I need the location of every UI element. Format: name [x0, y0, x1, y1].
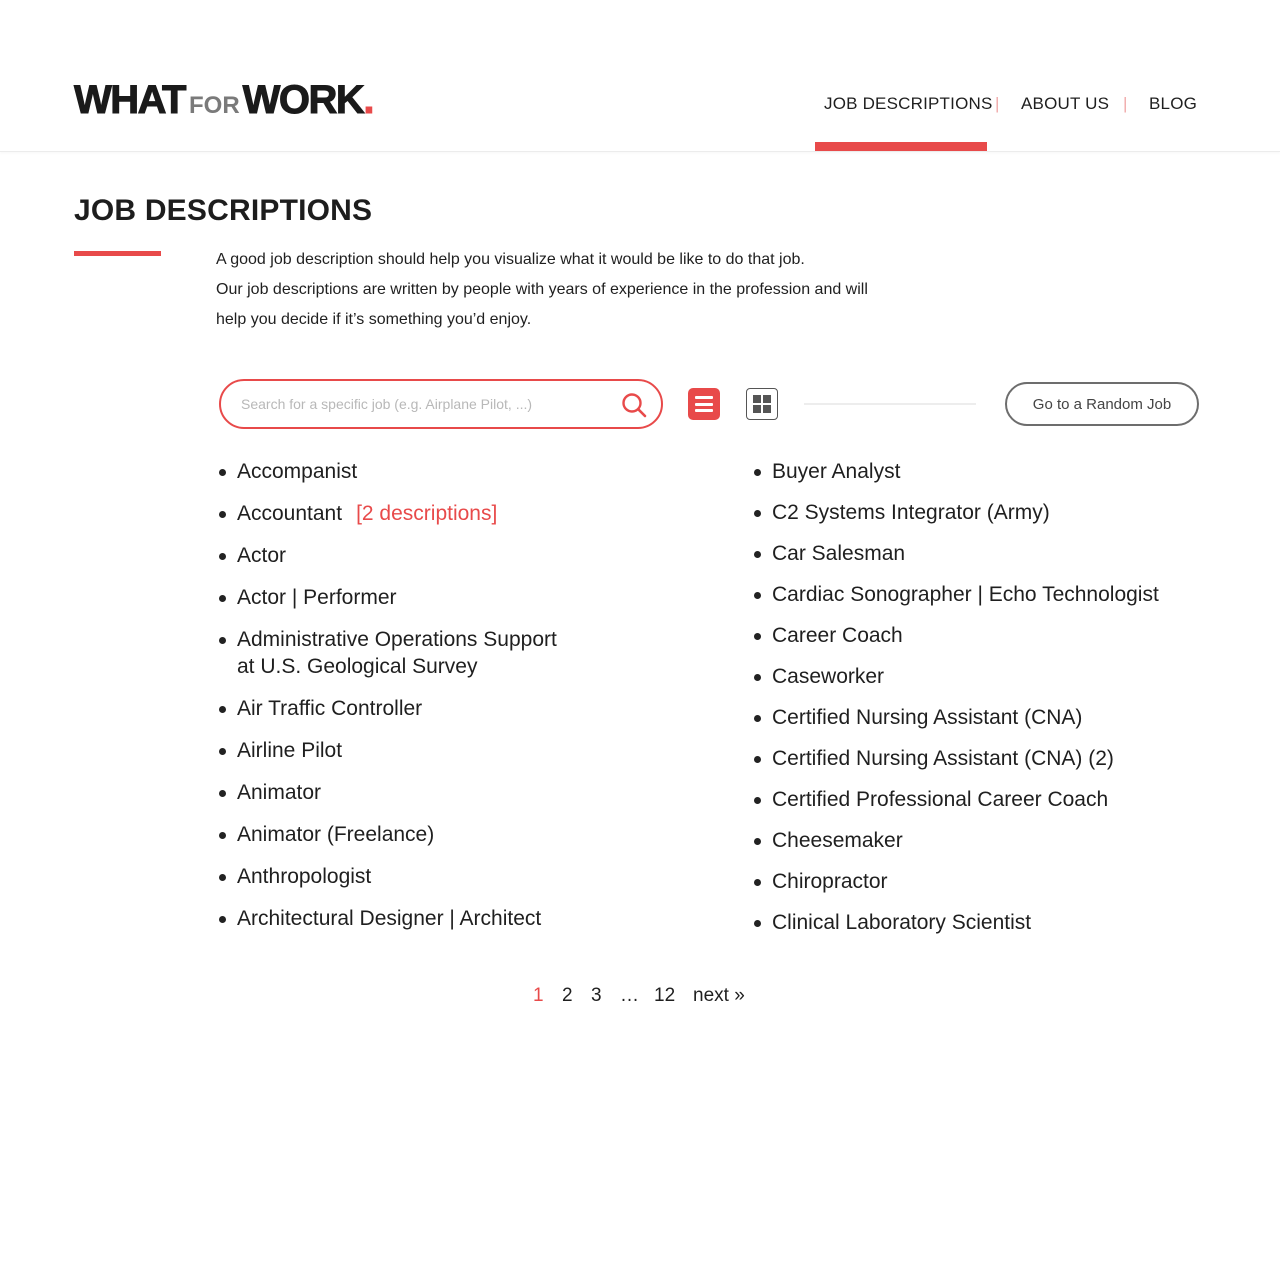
nav-active-indicator	[815, 142, 987, 151]
bullet	[219, 916, 226, 923]
bullet	[754, 797, 761, 804]
job-link[interactable]: Airline Pilot	[237, 739, 343, 762]
job-list-item	[772, 745, 1114, 772]
job-list-item	[772, 827, 903, 854]
list-icon-bar	[695, 403, 713, 406]
job-list-item	[237, 695, 422, 722]
next-page-link[interactable]: next »	[693, 985, 745, 1006]
job-link[interactable]: Air Traffic Controller	[237, 697, 423, 720]
job-link[interactable]: Actor | Performer	[237, 586, 397, 609]
logo-work: WORK	[242, 78, 364, 122]
job-link[interactable]: C2 Systems Integrator (Army)	[772, 501, 1050, 524]
nav-separator: |	[995, 94, 1000, 113]
job-list-item	[237, 821, 434, 848]
bullet	[219, 790, 226, 797]
job-list-item	[237, 905, 541, 932]
job-list-item	[237, 863, 371, 890]
bullet	[754, 920, 761, 927]
job-link[interactable]: Caseworker	[772, 665, 885, 688]
main-nav	[0, 94, 1280, 124]
job-link[interactable]: Administrative Operations Support	[237, 628, 557, 651]
job-link[interactable]: Accountant	[237, 502, 343, 525]
logo-for: FOR	[189, 92, 240, 119]
job-list-item-continued	[237, 653, 477, 680]
job-list-item	[237, 542, 286, 569]
job-list-item	[237, 584, 397, 611]
page-title: JOB DESCRIPTIONS	[74, 194, 373, 227]
intro-line: help you decide if it’s something you’d enjoy.	[216, 311, 532, 328]
job-link[interactable]: Accompanist	[237, 460, 358, 483]
bullet	[219, 748, 226, 755]
intro-text	[216, 245, 956, 335]
bullet	[754, 551, 761, 558]
title-underline	[74, 251, 161, 256]
search-icon[interactable]	[621, 392, 647, 418]
job-link[interactable]: Certified Nursing Assistant (CNA)	[772, 706, 1083, 729]
job-list-item	[772, 663, 884, 690]
bullet	[219, 637, 226, 644]
job-link[interactable]: Anthropologist	[237, 865, 372, 888]
job-list-item	[237, 779, 321, 806]
logo-what: WHAT	[74, 78, 185, 122]
bullet	[754, 674, 761, 681]
page-link-current[interactable]: 1	[533, 985, 544, 1006]
bullet	[754, 592, 761, 599]
job-link[interactable]: Buyer Analyst	[772, 460, 901, 483]
job-link[interactable]: Cardiac Sonographer | Echo Technologist	[772, 583, 1159, 606]
job-list-item	[772, 909, 1031, 936]
job-list-item	[237, 626, 557, 653]
logo-dot: .	[363, 78, 375, 122]
job-link[interactable]: Certified Nursing Assistant (CNA) (2)	[772, 747, 1114, 770]
grid-icon-cell	[763, 395, 771, 403]
job-link[interactable]: Clinical Laboratory Scientist	[772, 911, 1032, 934]
bullet	[754, 633, 761, 640]
bullet	[219, 706, 226, 713]
bullet	[754, 838, 761, 845]
job-link[interactable]: Certified Professional Career Coach	[772, 788, 1109, 811]
job-list-item	[772, 622, 903, 649]
page-ellipsis: …	[620, 985, 639, 1006]
bullet	[219, 553, 226, 560]
bullet	[219, 469, 226, 476]
job-list-item	[772, 581, 1159, 608]
page-link[interactable]: 12	[654, 985, 676, 1006]
random-job-button[interactable]: Go to a Random Job	[1005, 382, 1199, 426]
page-link[interactable]: 3	[591, 985, 602, 1006]
bullet	[754, 756, 761, 763]
intro-line: A good job description should help you visualize what it would be like to do that job.	[216, 251, 805, 268]
job-list-item	[772, 868, 888, 895]
bullet	[754, 510, 761, 517]
bullet	[754, 879, 761, 886]
job-link-line2[interactable]: at U.S. Geological Survey	[237, 655, 478, 678]
list-view-button[interactable]	[688, 388, 720, 420]
grid-icon-cell	[763, 405, 771, 413]
job-list-item	[772, 499, 1050, 526]
page-link[interactable]: 2	[562, 985, 573, 1006]
job-list-item	[772, 458, 900, 485]
job-link[interactable]: Career Coach	[772, 624, 903, 647]
job-link[interactable]: Architectural Designer | Architect	[237, 907, 542, 930]
grid-view-button[interactable]	[746, 388, 778, 420]
job-search-box	[219, 379, 663, 429]
bullet	[219, 874, 226, 881]
pagination	[0, 985, 1280, 1015]
job-list-item	[237, 500, 497, 527]
job-list-item	[772, 540, 905, 567]
toolbar-divider	[804, 403, 976, 405]
grid-icon-cell	[753, 405, 761, 413]
job-search-input[interactable]	[239, 391, 609, 417]
job-link[interactable]: Cheesemaker	[772, 829, 903, 852]
bullet	[219, 595, 226, 602]
job-link[interactable]: Chiropractor	[772, 870, 888, 893]
job-link[interactable]: Animator	[237, 781, 322, 804]
nav-separator: |	[1123, 94, 1128, 113]
job-link[interactable]: Animator (Freelance)	[237, 823, 435, 846]
bullet	[754, 715, 761, 722]
list-icon-bar	[695, 409, 713, 412]
nav-job-descriptions[interactable]: JOB DESCRIPTIONS	[824, 94, 993, 113]
job-descriptions-count-link[interactable]: [2 descriptions]	[356, 502, 498, 525]
job-link[interactable]: Actor	[237, 544, 287, 567]
site-header	[0, 0, 1280, 152]
bullet	[219, 511, 226, 518]
nav-blog[interactable]: BLOG	[1149, 94, 1198, 113]
grid-icon	[753, 395, 761, 403]
bullet	[219, 832, 226, 839]
job-list-item	[772, 786, 1108, 813]
job-list-item	[237, 458, 357, 485]
nav-about-us[interactable]: ABOUT US	[1021, 94, 1110, 113]
intro-line: Our job descriptions are written by people with years of experience in the profession and will	[216, 281, 868, 298]
job-link[interactable]: Car Salesman	[772, 542, 906, 565]
job-list-item	[237, 737, 342, 764]
list-icon	[695, 396, 713, 399]
job-list-item	[772, 704, 1082, 731]
bullet	[754, 469, 761, 476]
